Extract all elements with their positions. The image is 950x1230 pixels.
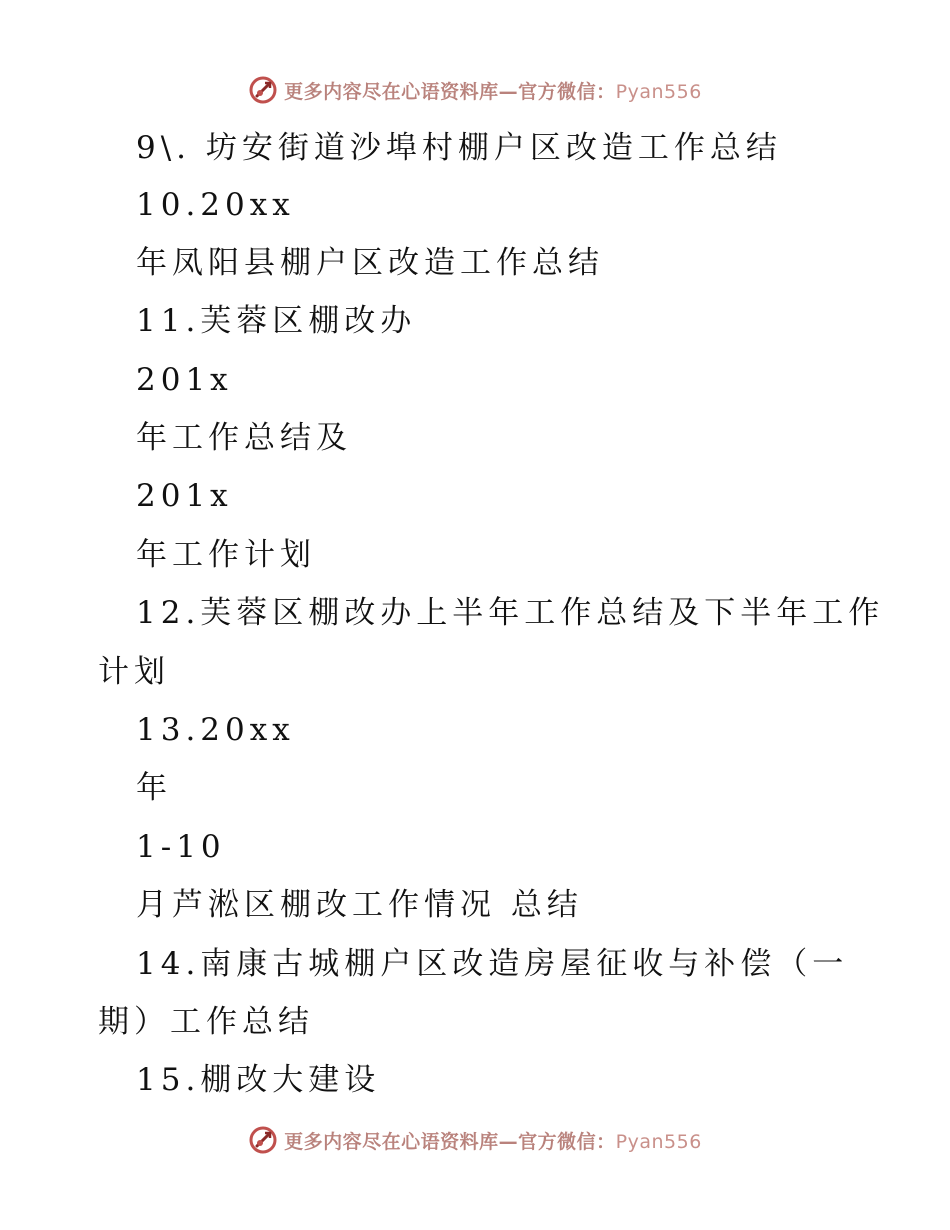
watermark-brand: 更多内容尽在心语资料库—官方微信： — [284, 1130, 616, 1153]
document-line: 11.芙蓉区棚改办 — [136, 303, 417, 339]
watermark-text — [284, 1127, 702, 1154]
document-line: 10.20xx — [136, 187, 295, 223]
watermark-brand: 更多内容尽在心语资料库—官方微信： — [284, 80, 616, 103]
document-line: 201x — [136, 362, 233, 398]
document-line: 期）工作总结 — [98, 1004, 314, 1040]
document-line: 1-10 — [136, 829, 226, 865]
document-line: 月芦淞区棚改工作情况 总结 — [136, 887, 583, 923]
watermark-account: Pyan556 — [615, 80, 702, 103]
document-line: 年工作计划 — [136, 537, 316, 573]
document-line: 年 — [136, 770, 172, 806]
document-line: 9\. 坊安街道沙埠村棚户区改造工作总结 — [136, 130, 782, 166]
document-line: 计划 — [98, 654, 170, 690]
document-line: 13.20xx — [136, 712, 295, 748]
watermark-account: Pyan556 — [615, 1130, 702, 1153]
document-line: 201x — [136, 478, 233, 514]
footer-watermark — [0, 1122, 950, 1158]
document-line: 12.芙蓉区棚改办上半年工作总结及下半年工作 — [136, 595, 885, 631]
document-line: 年凤阳县棚户区改造工作总结 — [136, 245, 604, 281]
document-line: 14.南康古城棚户区改造房屋征收与补偿（一 — [136, 946, 849, 982]
document-line: 年工作总结及 — [136, 420, 352, 456]
seal-logo-icon — [248, 1125, 278, 1155]
document-line: 15.棚改大建设 — [136, 1062, 381, 1098]
